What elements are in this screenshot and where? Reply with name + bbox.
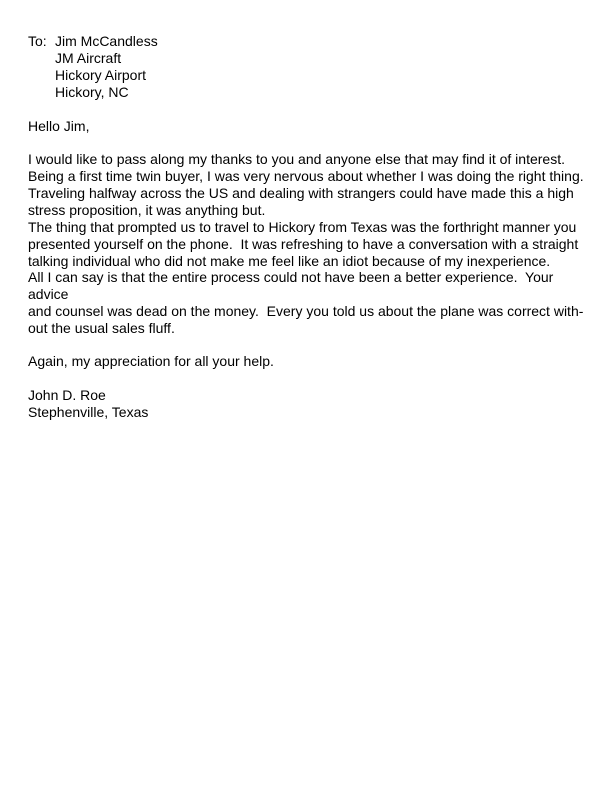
body-line: advice [28, 286, 69, 302]
recipient-city: Hickory, NC [55, 84, 129, 100]
recipient-location: Hickory Airport [55, 67, 147, 83]
sender-name: John D. Roe [28, 387, 106, 403]
body-line: The thing that prompted us to travel to Hickory from Texas was the forthright manner you [28, 219, 577, 235]
greeting: Hello Jim, [28, 118, 90, 134]
body-line: Traveling halfway across the US and dealing with strangers could have made this a high [28, 185, 574, 201]
body-line: out the usual sales fluff. [28, 320, 175, 336]
body-line: stress proposition, it was anything but. [28, 202, 266, 218]
recipient-company: JM Aircraft [55, 50, 122, 66]
to-label: To: [28, 33, 47, 49]
closing: Again, my appreciation for all your help. [28, 353, 274, 369]
body-line: All I can say is that the entire process could not have been a better experience. Your [28, 269, 554, 285]
body-line: Being a first time twin buyer, I was very nervous about whether I was doing the right thing. [28, 168, 584, 184]
sender-city: Stephenville, Texas [28, 404, 149, 420]
recipient-name: Jim McCandless [55, 33, 158, 49]
body-line: presented yourself on the phone. It was refreshing to have a conversation with a straight [28, 236, 579, 252]
body-line: I would like to pass along my thanks to you and anyone else that may find it of interest. [28, 151, 565, 167]
body-line: and counsel was dead on the money. Every you told us about the plane was correct with- [28, 303, 584, 319]
body-line: talking individual who did not make me feel like an idiot because of my inexperience. [28, 253, 551, 269]
